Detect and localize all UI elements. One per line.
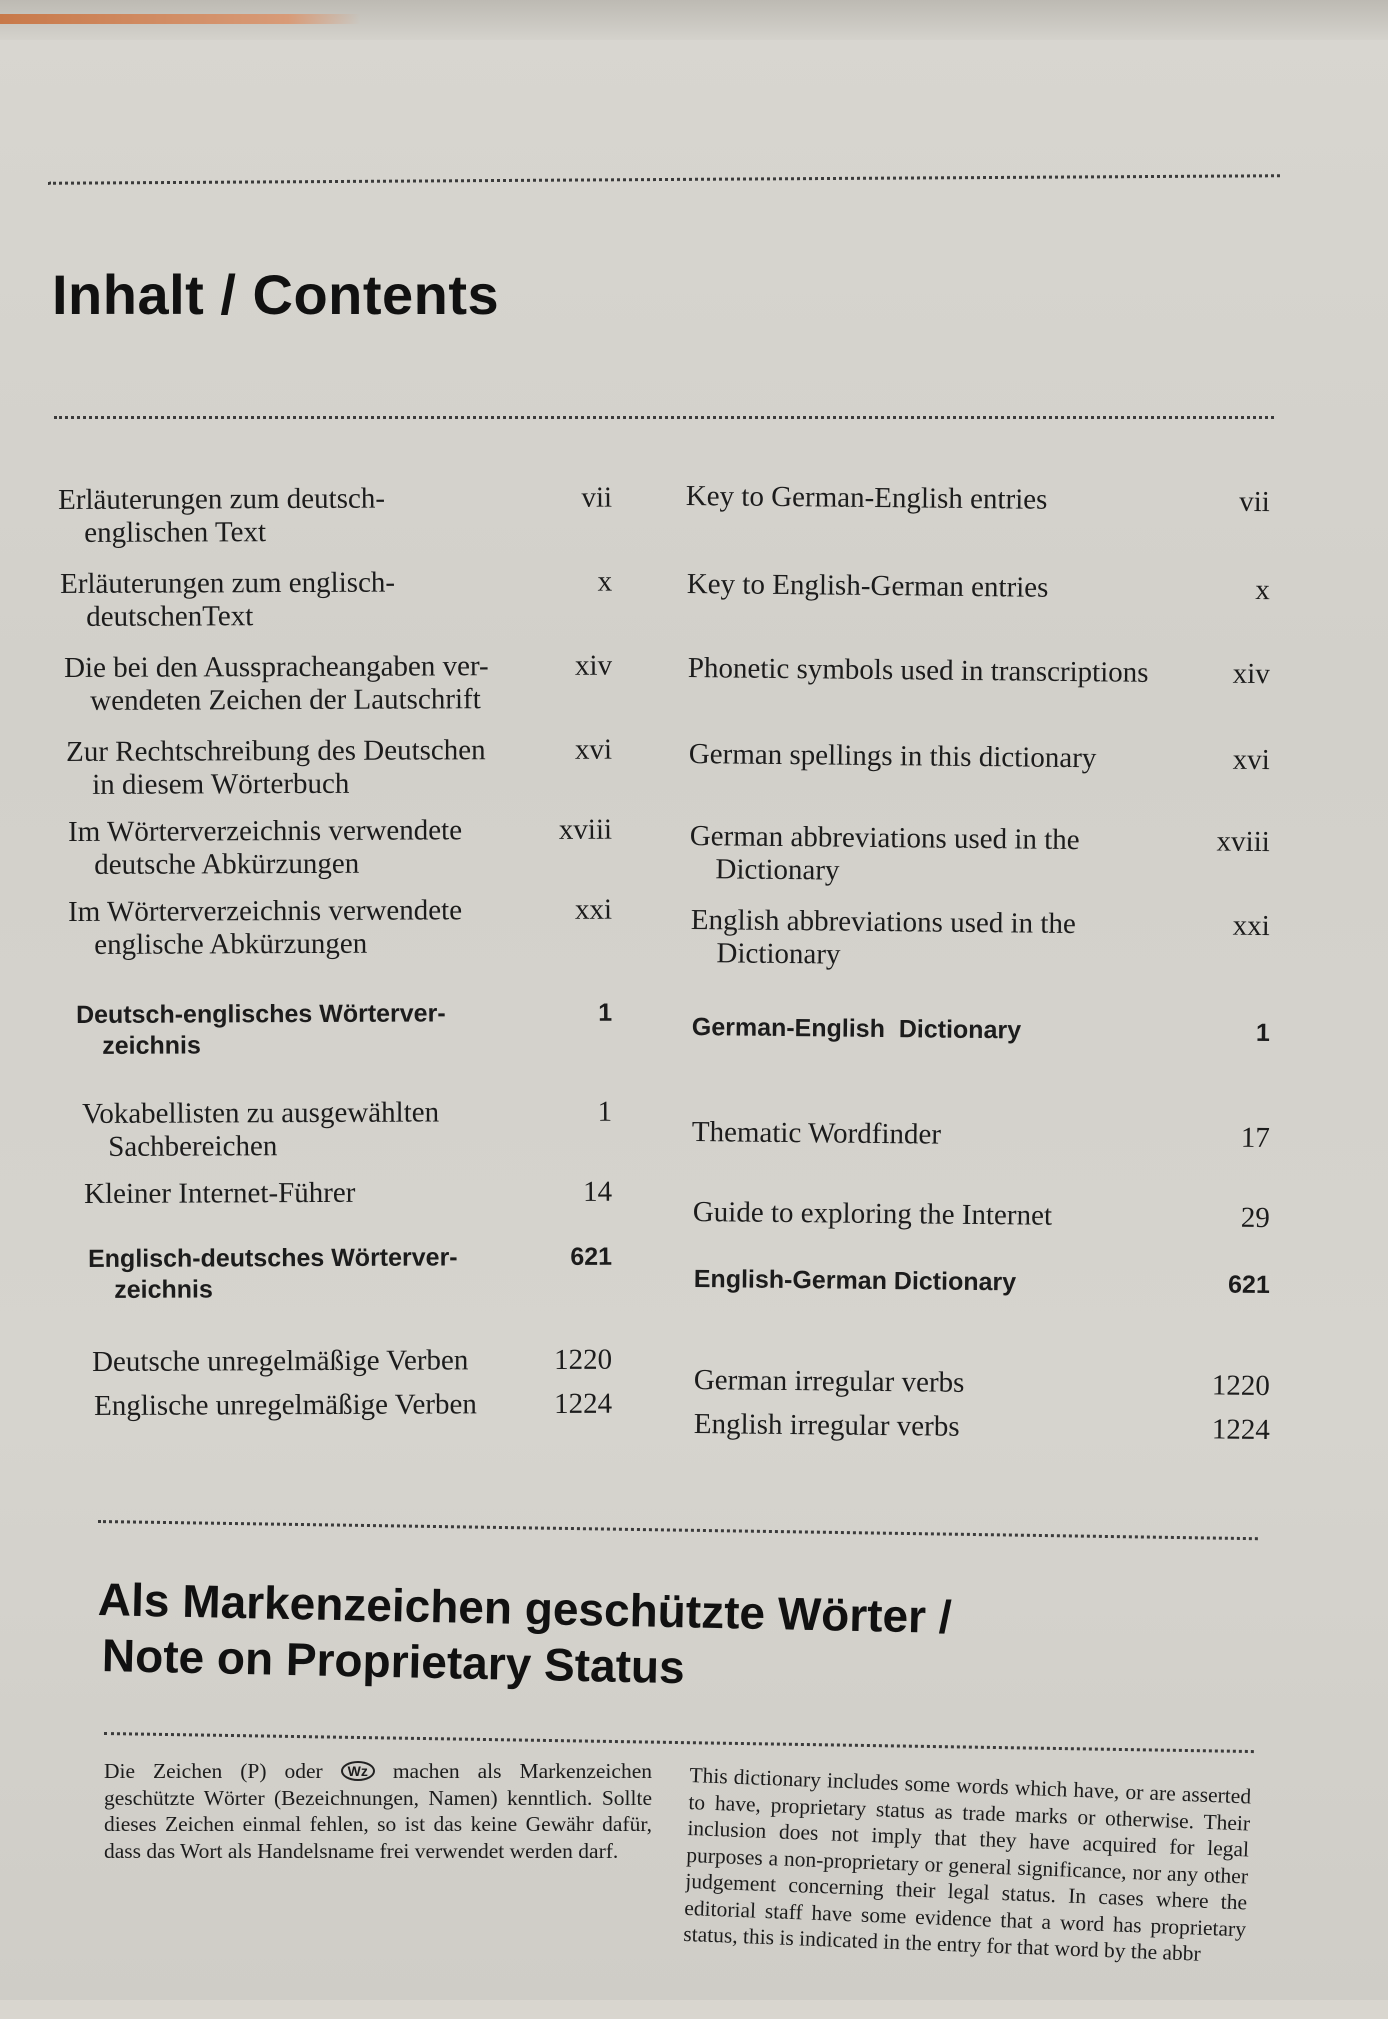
toc-german-entry-page-number: 14 — [582, 1175, 613, 1208]
toc-english-entry-page-number: vii — [1239, 485, 1270, 519]
page-title: Inhalt / Contents — [52, 263, 500, 326]
toc-german-entry — [64, 650, 612, 722]
toc-german-entry-title — [88, 1242, 458, 1306]
toc-german-entry-page-number: xxi — [574, 893, 613, 926]
toc-german-entry-title-line2: Sachbereichen — [108, 1130, 278, 1163]
toc-german-entry-title-line2: wendeten Zeichen der Lautschrift — [90, 683, 481, 717]
toc-german-entry-title-line1: Vokabellisten zu ausgewählten — [82, 1096, 440, 1130]
toc-german-entry-title-line2: englischen Text — [84, 516, 267, 549]
toc-german-entry-title — [76, 998, 446, 1062]
toc-english-entry-title-line1: German-English Dictionary — [691, 1012, 1022, 1045]
toc-german-entry-title — [82, 1096, 439, 1164]
toc-english-entry-title-line1: German spellings in this dictionary — [688, 738, 1097, 775]
toc-english-entry-title — [688, 652, 1149, 690]
toc-german-entry-title — [84, 1177, 356, 1211]
toc-german-entry-title-line2: zeichnis — [102, 1031, 201, 1060]
toc-german-entry-title-line1: Deutsche unregelmäßige Verben — [92, 1344, 469, 1378]
toc-english-entry-page-number: xviii — [1216, 825, 1270, 859]
toc-german-entry-title-line1: Kleiner Internet-Führer — [84, 1176, 356, 1210]
toc-english-entry-title — [692, 1012, 1022, 1046]
toc-english-entry-title — [694, 1408, 960, 1444]
toc-german-entry-title-line1: Im Wörterverzeichnis verwendete — [68, 894, 463, 928]
toc-german-entry-title-line1: Deutsch-englisches Wörterver- — [76, 999, 446, 1029]
toc-english-entry — [687, 652, 1270, 728]
toc-english-entry-title — [692, 1116, 942, 1152]
toc-german-entry — [68, 814, 612, 886]
toc-english-entry-title — [689, 820, 1079, 890]
rule-under-note-title — [104, 1732, 1254, 1753]
toc-german-entry-title-line1: Erläuterungen zum deutsch- — [58, 482, 386, 516]
toc-german-entry-title — [68, 894, 462, 962]
toc-german-entry-title-line1: Erläuterungen zum englisch- — [60, 566, 396, 600]
toc-german-entry-title-line1: Englische unregelmäßige Verben — [94, 1388, 477, 1422]
toc-german-entry-page-number: 1 — [598, 998, 613, 1027]
note-german-text-a: Die Zeichen (P) oder — [104, 1759, 323, 1783]
toc-german-entry — [76, 998, 612, 1070]
toc-german-entry-title-line1: Im Wörterverzeichnis verwendete — [68, 814, 463, 848]
toc-english-entry — [693, 1264, 1270, 1340]
toc-english-entry-title-line1: Thematic Wordfinder — [691, 1116, 942, 1151]
toc-english-entry — [693, 1408, 1270, 1484]
toc-english-entry — [692, 1196, 1270, 1272]
note-title-english: Note on Proprietary Status — [101, 1629, 686, 1694]
toc-german-entry-title — [94, 1388, 477, 1423]
toc-german-entry-title — [92, 1344, 468, 1379]
toc-english-entry — [688, 738, 1270, 814]
toc-english-entry-title-line2: Dictionary — [716, 937, 841, 971]
toc-english-entry-title-line1: Key to German-English entries — [685, 480, 1048, 516]
toc-english-entry-title — [689, 738, 1097, 775]
toc-english-entry-page-number: 17 — [1240, 1121, 1270, 1155]
toc-english-entry-title — [693, 1196, 1053, 1233]
note-german-text — [104, 1758, 652, 1864]
rule-under-title — [54, 416, 1274, 419]
toc-english-entry — [685, 480, 1270, 556]
rule-before-note — [98, 1520, 1258, 1540]
note-english-text: This dictionary includes some words which have, or are asserted to have, proprietary status as trade marks or otherwise. Their inclusion does not imply that they have acquired for legal purposes a non-proprietary or general significance, nor any other judgement concerning their legal status. In cases where the editorial staff have some evidence that a word has proprietary status, this is indicated in the entry for that word by the abbr — [682, 1762, 1252, 1966]
toc-german-entry-title — [68, 814, 462, 882]
toc-english-entry-page-number: 29 — [1240, 1201, 1270, 1235]
toc-english-entry-title — [687, 568, 1049, 605]
toc-english-entry-title-line2: Dictionary — [715, 853, 840, 887]
note-title-german: Als Markenzeichen geschützte Wörter / — [97, 1573, 953, 1643]
trademark-wz-icon: Wz — [341, 1761, 375, 1781]
toc-english-entry-title-line1: German abbreviations used in the — [689, 820, 1080, 857]
toc-english-entry-title — [690, 904, 1076, 974]
toc-english-entry — [691, 1012, 1270, 1088]
toc-english-entry-title — [686, 480, 1048, 517]
toc-german-entry-title-line2: deutsche Abkürzungen — [94, 847, 360, 881]
toc-german-entry — [58, 482, 612, 554]
toc-german-entry-page-number: 1224 — [553, 1387, 613, 1420]
toc-english-entry — [690, 904, 1270, 980]
toc-english-entry-title-line1: Key to English-German entries — [686, 568, 1049, 604]
toc-english-entry-title-line1: Phonetic symbols used in transcriptions — [687, 652, 1149, 689]
toc-german-entry-title-line1: Englisch-deutsches Wörterver- — [88, 1243, 458, 1273]
toc-german-entry-title-line2: englische Abkürzungen — [94, 927, 368, 961]
toc-german-entry-page-number: 1 — [597, 1095, 613, 1128]
toc-english-entry-title-line1: English-German Dictionary — [693, 1265, 1017, 1297]
toc-english-entry-title-line1: German irregular verbs — [693, 1364, 965, 1399]
toc-german-entry — [94, 1388, 612, 1460]
toc-german-entry-page-number: xiv — [574, 649, 613, 682]
toc-german-entry — [68, 894, 612, 966]
toc-german-entry-title — [60, 567, 395, 634]
toc-german-entry-page-number: 621 — [570, 1242, 613, 1271]
toc-german-entry — [60, 566, 612, 638]
toc-english-entry — [691, 1116, 1270, 1192]
toc-german-entry — [82, 1096, 612, 1168]
toc-english-entry-page-number: xiv — [1232, 657, 1270, 691]
toc-english-entry-page-number: x — [1255, 573, 1270, 607]
toc-german-entry — [66, 734, 612, 806]
toc-english-entry-title — [694, 1264, 1017, 1298]
toc-german-entry-title — [64, 650, 489, 718]
toc-german-entry-title — [58, 483, 385, 550]
toc-german-entry-title-line1: Zur Rechtschreibung des Deutschen — [66, 734, 486, 768]
toc-german-entry-page-number: xvi — [574, 733, 613, 766]
note-german-text-b: machen als Markenzeichen geschützte Wörter (Bezeichnungen, Namen) kenntlich. Sollte dieses Zeichen einmal fehlen, so ist das keine Gewähr dafür, dass das Wort als Handelsname frei verwendet werden darf. — [104, 1759, 652, 1863]
toc-english-entry-page-number: 621 — [1227, 1270, 1270, 1300]
toc-english-entry-title — [694, 1364, 965, 1400]
toc-german-entry-title — [66, 734, 486, 802]
toc-english-entry-title-line1: English irregular verbs — [693, 1408, 960, 1443]
toc-german-entry-page-number: 1220 — [553, 1343, 613, 1376]
toc-german-entry-page-number: vii — [581, 481, 613, 514]
toc-english-entry-page-number: xvi — [1232, 743, 1270, 777]
cover-edge-strip — [0, 14, 360, 24]
toc-german-entry-title-line1: Die bei den Ausspracheangaben ver- — [64, 650, 489, 684]
toc-english-entry-title-line1: Guide to exploring the Internet — [692, 1196, 1053, 1232]
toc-german-entry — [84, 1176, 612, 1248]
toc-german-entry-page-number: xviii — [558, 813, 613, 846]
toc-german-entry — [88, 1242, 612, 1314]
rule-top — [48, 174, 1280, 185]
toc-english-entry — [686, 568, 1270, 644]
toc-english-entry-page-number: xxi — [1232, 909, 1270, 943]
toc-english-entry-page-number: 1 — [1255, 1018, 1270, 1048]
toc-english-entry-title-line1: English abbreviations used in the — [690, 904, 1076, 941]
toc-english-entry-page-number: 1224 — [1211, 1413, 1270, 1447]
toc-english-entry — [689, 820, 1270, 896]
toc-english-entry-page-number: 1220 — [1211, 1369, 1270, 1403]
toc-german-entry-title-line2: zeichnis — [114, 1275, 213, 1304]
toc-german-entry-title-line2: deutschenText — [86, 600, 254, 633]
toc-german-entry-title-line2: in diesem Wörterbuch — [92, 767, 350, 801]
toc-german-entry-page-number: x — [597, 565, 613, 598]
